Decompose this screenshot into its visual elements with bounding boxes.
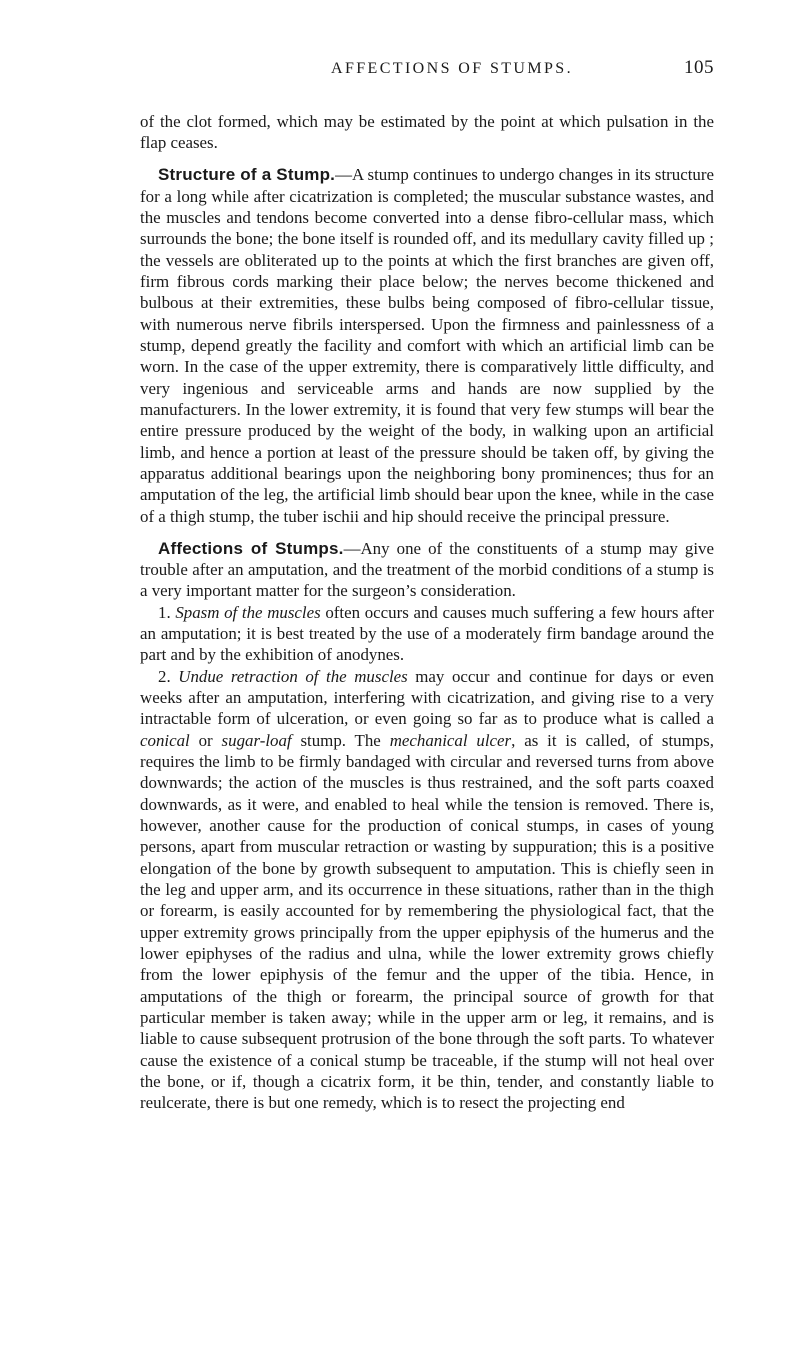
paragraph-clot — [140, 111, 714, 154]
paragraph-text: —Any one of the constituents of a stump may give trouble after an amputation, and the treatment of the morbid conditions of a stump is a very important matter for the surgeon’s consideration. — [140, 538, 715, 601]
running-head — [140, 57, 714, 90]
paragraph-text: often occurs and causes much suffering a few hours after an amputation; it is best treated by the use of a moderately firm bandage around the part and by the exhibition of anodynes. — [140, 602, 714, 665]
italic-term: Spasm of the muscles — [175, 602, 321, 622]
paragraph-text: of the clot formed, which may be estimated by the point at which pulsation in the flap ceases. — [140, 112, 714, 153]
paragraph-text: or — [198, 730, 213, 750]
section-heading-affections: Affections of Stumps. — [158, 538, 344, 558]
paragraph-affections-of-stumps — [140, 538, 714, 602]
list-number: 1. — [158, 602, 171, 622]
paragraph-text: —A stump continues to undergo changes in its structure for a long while after cicatrization is completed; the muscular substance wastes, and the muscles and tendons become converted into a dense fibro-cellular mass, which surrounds the bone; the bone itself is rounded off, and its medullary cavity filled up ; the vessels are obliterated up to the points at which the first branches are given off, firm fibrous cords marking their place below; the nerves become thickened and bulbous at their extremities, these bulbs being composed of fibro-cellular tissue, with numerous nerve fibrils interspersed. Upon the firmness and painlessness of a stump, depend greatly the facility and comfort with which an artificial limb can be worn. In the case of the upper extremity, there is comparatively little difficulty, and very ingenious and serviceable arms and hands are now supplied by the manufacturers. In the lower extremity, it is found that very few stumps will bear the entire pressure produced by the weight of the body, in walking upon an artificial limb, and hence a portion at least of the pressure should be taken off, by giving the apparatus additional bearings upon the neighboring bony prominences; thus for an amputation of the leg, the artificial limb should bear upon the knee, while in the case of a thigh stump, the tuber ischii and hip should receive the principal pressure. — [140, 165, 714, 526]
paragraph-text: , as it is called, of stumps, requires the limb to be firmly bandaged with circular and reversed turns from above downwards; the action of the muscles is thus restrained, and the soft parts coaxed downwards, as it were, and enabled to heal while the tension is removed. There is, however, another cause for the production of conical stumps, in cases of young persons, apart from muscular retraction or wasting by suppuration; this is a positive elongation of the bone by growth subsequent to amputation. This is chiefly seen in the leg and upper arm, and its occurrence in these situations, rather than in the thigh or forearm, is easily accounted for by remembering the physiological fact, that the upper extremity grows principally from the upper epiphysis of the humerus and the lower epiphyses of the radius and ulna, while the lower extremity grows chiefly from the lower epiphysis of the femur and the upper of the tibia. Hence, in amputations of the thigh or forearm, the principal source of growth for that particular member is taken away; while in the upper arm or leg, it remains, and is liable to cause subsequent protrusion of the bone through the soft parts. To whatever cause the existence of a conical stump be traceable, if the stump will not heal over the bone, or if, though a cicatrix form, it be thin, tender, and constantly liable to reulcerate, there is but one remedy, which is to resect the projecting end — [140, 730, 714, 1113]
paragraph-text: may occur and continue for days or even weeks after an amputation, interfering with cicatrization, and giving rise to a very intractable form of ulceration, or even going so far as to produce what is called a — [140, 666, 714, 729]
paragraph-structure-of-stump — [140, 164, 714, 527]
italic-term: mechanical ulcer — [389, 730, 512, 750]
page-number: 105 — [684, 57, 714, 78]
italic-term: conical — [140, 730, 190, 750]
italic-term: Undue retraction of the muscles — [178, 666, 408, 686]
paragraph-text: stump. The — [300, 730, 381, 750]
list-number: 2. — [158, 666, 171, 686]
italic-term: sugar-loaf — [221, 730, 292, 750]
paragraph-undue-retraction — [140, 666, 714, 1114]
running-title: AFFECTIONS OF STUMPS. — [330, 60, 573, 77]
page-body — [140, 111, 714, 1114]
paragraph-spasm — [140, 602, 714, 666]
section-heading-structure: Structure of a Stump. — [158, 165, 336, 185]
